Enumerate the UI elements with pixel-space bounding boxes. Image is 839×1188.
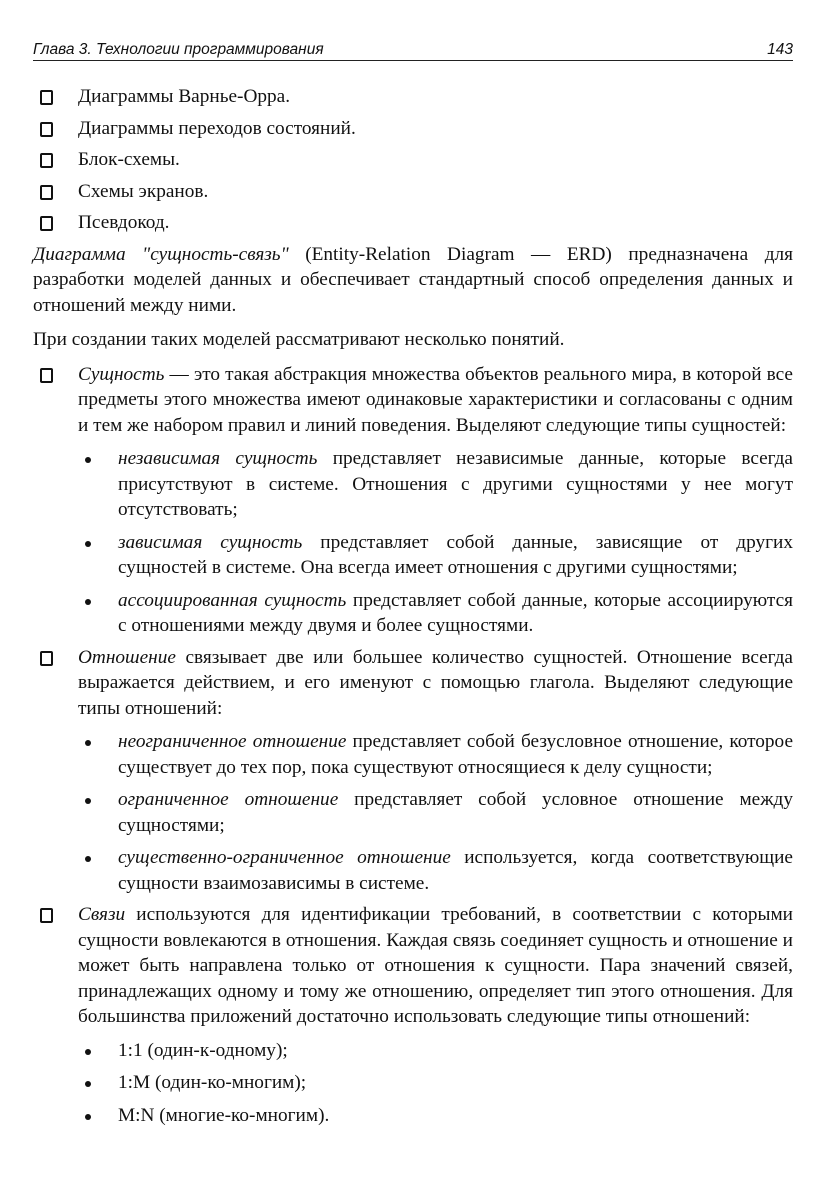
intro-paragraph: При создании таких моделей рассматривают несколько понятий. xyxy=(33,329,565,350)
entity-subitem: независимая сущность представляет независимые данные, которые всегда присутствуют в системе. Отношения с другими сущностями у нее могут отсутствовать; xyxy=(33,446,793,523)
list-item: Псевдокод. xyxy=(33,210,793,236)
checkbox-bullet-icon xyxy=(40,153,53,168)
checkbox-bullet-icon xyxy=(40,90,53,105)
bullet-dot-icon xyxy=(85,740,91,746)
list-item: Диаграммы переходов состояний. xyxy=(33,116,793,142)
relation-subitem: неограниченное отношение представляет собой безусловное отношение, которое существует до тех пор, пока существуют относящиеся к делу сущности; xyxy=(33,729,793,780)
checkbox-bullet-icon xyxy=(40,651,53,666)
checkbox-bullet-icon xyxy=(40,122,53,137)
links-subitem: 1:M (один-ко-многим); xyxy=(33,1070,793,1096)
running-header xyxy=(33,38,793,61)
chapter-title: Глава 3. Технологии программирования xyxy=(33,41,324,58)
erd-paragraph: Диаграмма "сущность-связь" (Entity-Relation Diagram — ERD) предназначена для разработки моделей данных и обеспечивает стандартный способ определения данных и отношений между ними. xyxy=(33,243,793,316)
links-item: Связи используются для идентификации требований, в соответствии с которыми сущности вовлекаются в отношения. Каждая связь соединяет сущность и отношение и может быть направлена только от отношения к сущности. Пара значений связей, принадлежащих одному и тому же отношению, определяет тип этого отношения. Для большинства приложений достаточно использовать следующие типы отношений: xyxy=(33,902,793,1030)
checkbox-bullet-icon xyxy=(40,368,53,383)
bullet-dot-icon xyxy=(85,599,91,605)
bullet-dot-icon xyxy=(85,1114,91,1120)
bullet-dot-icon xyxy=(85,541,91,547)
bullet-dot-icon xyxy=(85,856,91,862)
relation-subitem: ограниченное отношение представляет собой условное отношение между сущностями; xyxy=(33,787,793,838)
links-subitem: 1:1 (один-к-одному); xyxy=(33,1038,793,1064)
entity-subitem: зависимая сущность представляет собой данные, зависящие от других сущностей в системе. Она всегда имеет отношения с другими сущностями; xyxy=(33,530,793,581)
page-number: 143 xyxy=(767,41,793,58)
checkbox-bullet-icon xyxy=(40,908,53,923)
checkbox-bullet-icon xyxy=(40,185,53,200)
list-item: Блок-схемы. xyxy=(33,147,793,173)
bullet-dot-icon xyxy=(85,1081,91,1087)
bullet-dot-icon xyxy=(85,798,91,804)
bullet-dot-icon xyxy=(85,1049,91,1055)
checkbox-bullet-icon xyxy=(40,216,53,231)
links-subitem: M:N (многие-ко-многим). xyxy=(33,1103,793,1129)
page-body xyxy=(33,84,793,1134)
entity-item: Сущность — это такая абстракция множества объектов реального мира, в которой все предметы этого множества имеют одинаковые характеристики и согласованы с одним и тем же набором правил и линий поведения. Выделяют следующие типы сущностей: xyxy=(33,362,793,439)
relation-item: Отношение связывает две или большее количество сущностей. Отношение всегда выражается действием, и его именуют с помощью глагола. Выделяют следующие типы отношений: xyxy=(33,645,793,722)
bullet-dot-icon xyxy=(85,457,91,463)
relation-subitem: существенно-ограниченное отношение используется, когда соответствующие сущности взаимозависимы в системе. xyxy=(33,845,793,896)
entity-subitem: ассоциированная сущность представляет собой данные, которые ассоциируются с отношениями между двумя и более сущностями. xyxy=(33,588,793,639)
list-item: Схемы экранов. xyxy=(33,179,793,205)
list-item: Диаграммы Варнье-Орра. xyxy=(33,84,793,110)
